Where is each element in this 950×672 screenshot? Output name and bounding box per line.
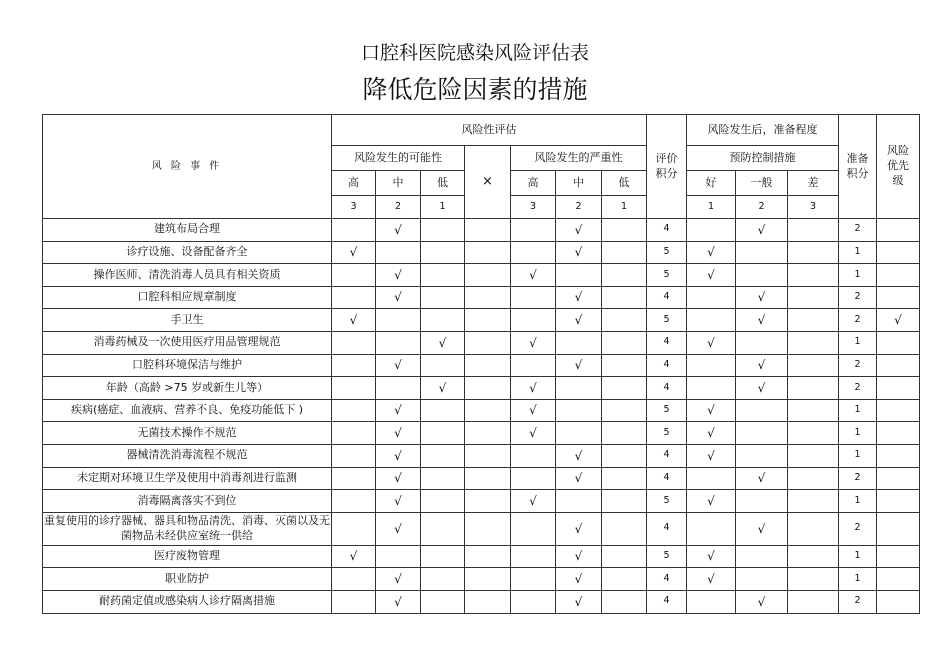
severity-level-low: 低 xyxy=(602,171,647,196)
table-row xyxy=(43,354,920,377)
priority-cell xyxy=(877,467,920,490)
eval-score-cell: 5 xyxy=(647,422,687,445)
severity-cell: √ xyxy=(511,331,556,354)
times-cell xyxy=(465,309,511,332)
severity-cell xyxy=(511,467,556,490)
severity-cell xyxy=(511,590,556,613)
possibility-cell xyxy=(376,377,421,400)
prep-level-cell: √ xyxy=(736,590,788,613)
possibility-cell: √ xyxy=(376,568,421,591)
severity-cell xyxy=(556,264,602,287)
risk-event-cell: 疾病(癌症、血液病、营养不良、免疫功能低下 ) xyxy=(43,399,332,422)
risk-event-cell: 消毒药械及一次使用医疗用品管理规范 xyxy=(43,331,332,354)
prep-level-cell: √ xyxy=(687,545,736,568)
possibility-cell: √ xyxy=(376,354,421,377)
priority-cell xyxy=(877,219,920,242)
risk-event-cell: 职业防护 xyxy=(43,568,332,591)
severity-cell xyxy=(511,568,556,591)
prep-level-cell xyxy=(788,467,839,490)
severity-cell xyxy=(511,219,556,242)
eval-score-cell: 4 xyxy=(647,512,687,545)
prep-level-cell xyxy=(736,331,788,354)
prep-score-cell: 1 xyxy=(839,490,877,513)
possibility-cell: √ xyxy=(376,444,421,467)
severity-cell: √ xyxy=(556,241,602,264)
eval-score-cell: 4 xyxy=(647,219,687,242)
possibility-cell xyxy=(332,286,376,309)
prep-score-cell: 1 xyxy=(839,444,877,467)
header-risk-assessment: 风险性评估 xyxy=(332,115,647,146)
possibility-cell xyxy=(421,467,465,490)
table-row xyxy=(43,512,920,545)
possibility-cell xyxy=(421,590,465,613)
possibility-cell: √ xyxy=(421,377,465,400)
prep-level-cell xyxy=(687,377,736,400)
severity-cell: √ xyxy=(556,545,602,568)
header-eval-score-text: 评价积分 xyxy=(655,151,678,180)
priority-cell: √ xyxy=(877,309,920,332)
severity-cell: √ xyxy=(556,512,602,545)
times-cell xyxy=(465,219,511,242)
eval-score-cell: 5 xyxy=(647,399,687,422)
eval-score-cell: 5 xyxy=(647,241,687,264)
possibility-cell xyxy=(376,545,421,568)
possibility-cell xyxy=(421,354,465,377)
possibility-score-medium: 2 xyxy=(376,196,421,219)
severity-cell xyxy=(511,512,556,545)
eval-score-cell: 5 xyxy=(647,490,687,513)
prep-level-cell: √ xyxy=(687,444,736,467)
possibility-cell xyxy=(421,241,465,264)
risk-event-cell: 消毒隔离落实不到位 xyxy=(43,490,332,513)
severity-cell xyxy=(602,354,647,377)
prep-score-cell: 2 xyxy=(839,467,877,490)
possibility-cell xyxy=(421,545,465,568)
severity-score-low: 1 xyxy=(602,196,647,219)
severity-cell xyxy=(602,568,647,591)
priority-cell xyxy=(877,264,920,287)
possibility-cell: √ xyxy=(376,219,421,242)
prep-level-cell xyxy=(788,399,839,422)
severity-cell xyxy=(602,512,647,545)
possibility-cell xyxy=(421,264,465,287)
prep-score-poor: 3 xyxy=(788,196,839,219)
severity-score-high: 3 xyxy=(511,196,556,219)
severity-cell: √ xyxy=(511,490,556,513)
prep-level-cell xyxy=(788,219,839,242)
table-row xyxy=(43,309,920,332)
times-cell xyxy=(465,264,511,287)
possibility-cell xyxy=(421,399,465,422)
severity-cell: √ xyxy=(556,219,602,242)
severity-cell: √ xyxy=(511,377,556,400)
eval-score-cell: 4 xyxy=(647,444,687,467)
times-cell xyxy=(465,590,511,613)
severity-level-high: 高 xyxy=(511,171,556,196)
times-cell xyxy=(465,467,511,490)
severity-cell xyxy=(602,399,647,422)
header-priority-text: 风险优先级 xyxy=(887,144,909,187)
possibility-cell xyxy=(421,490,465,513)
prep-level-cell xyxy=(788,286,839,309)
prep-score-cell: 2 xyxy=(839,590,877,613)
priority-cell xyxy=(877,444,920,467)
possibility-cell: √ xyxy=(376,399,421,422)
severity-cell: √ xyxy=(511,264,556,287)
possibility-cell xyxy=(332,399,376,422)
table-body xyxy=(43,115,920,614)
header-prep-score xyxy=(839,115,877,219)
times-cell xyxy=(465,568,511,591)
severity-cell: √ xyxy=(511,422,556,445)
prep-score-cell: 2 xyxy=(839,377,877,400)
prep-level-cell xyxy=(687,512,736,545)
severity-cell xyxy=(602,490,647,513)
header-after-prep: 风险发生后，准备程度 xyxy=(687,115,839,146)
times-cell xyxy=(465,444,511,467)
severity-cell: √ xyxy=(556,467,602,490)
prep-level-cell: √ xyxy=(687,331,736,354)
severity-cell xyxy=(511,241,556,264)
severity-cell xyxy=(556,399,602,422)
header-risk-event: 风 险 事 件 xyxy=(43,115,332,219)
severity-cell xyxy=(602,219,647,242)
possibility-cell xyxy=(332,219,376,242)
risk-event-cell: 口腔科环境保洁与维护 xyxy=(43,354,332,377)
severity-cell xyxy=(556,490,602,513)
prep-level-cell xyxy=(687,309,736,332)
severity-cell xyxy=(511,309,556,332)
risk-event-cell: 口腔科相应规章制度 xyxy=(43,286,332,309)
header-row-1 xyxy=(43,115,920,146)
times-cell xyxy=(465,545,511,568)
possibility-score-low: 1 xyxy=(421,196,465,219)
priority-cell xyxy=(877,512,920,545)
times-cell xyxy=(465,490,511,513)
eval-score-cell: 4 xyxy=(647,467,687,490)
prep-level-cell xyxy=(736,399,788,422)
form-subtitle: 降低危险因素的措施 xyxy=(362,75,588,104)
prep-level-cell xyxy=(736,422,788,445)
severity-cell xyxy=(602,444,647,467)
possibility-cell: √ xyxy=(376,422,421,445)
header-eval-score xyxy=(647,115,687,219)
prep-level-cell: √ xyxy=(736,512,788,545)
possibility-cell xyxy=(332,568,376,591)
severity-cell xyxy=(602,331,647,354)
severity-cell: √ xyxy=(556,286,602,309)
severity-cell xyxy=(556,422,602,445)
times-cell xyxy=(465,331,511,354)
prep-level-cell xyxy=(736,444,788,467)
prep-level-cell: √ xyxy=(736,219,788,242)
prep-level-cell: √ xyxy=(687,264,736,287)
possibility-cell: √ xyxy=(421,331,465,354)
table-row xyxy=(43,590,920,613)
prep-score-cell: 1 xyxy=(839,422,877,445)
prep-score-average: 2 xyxy=(736,196,788,219)
severity-score-medium: 2 xyxy=(556,196,602,219)
possibility-cell: √ xyxy=(332,545,376,568)
prep-level-cell xyxy=(788,377,839,400)
times-cell xyxy=(465,241,511,264)
prep-score-cell: 1 xyxy=(839,331,877,354)
severity-cell xyxy=(556,331,602,354)
possibility-cell xyxy=(421,512,465,545)
prep-level-cell xyxy=(687,354,736,377)
risk-event-cell: 诊疗设施、设备配备齐全 xyxy=(43,241,332,264)
table-row xyxy=(43,331,920,354)
severity-cell xyxy=(602,377,647,400)
risk-event-cell: 器械清洗消毒流程不规范 xyxy=(43,444,332,467)
times-cell xyxy=(465,354,511,377)
table-row xyxy=(43,241,920,264)
prep-level-cell: √ xyxy=(687,490,736,513)
eval-score-cell: 4 xyxy=(647,377,687,400)
prep-level-cell: √ xyxy=(687,568,736,591)
possibility-level-medium: 中 xyxy=(376,171,421,196)
prep-score-cell: 2 xyxy=(839,512,877,545)
prep-level-cell xyxy=(687,467,736,490)
severity-cell xyxy=(602,545,647,568)
possibility-cell xyxy=(376,241,421,264)
prep-level-average: 一般 xyxy=(736,171,788,196)
eval-score-cell: 5 xyxy=(647,264,687,287)
possibility-cell xyxy=(332,490,376,513)
prep-level-cell xyxy=(788,490,839,513)
possibility-cell: √ xyxy=(376,590,421,613)
prep-level-cell xyxy=(788,241,839,264)
severity-cell xyxy=(602,467,647,490)
table-row xyxy=(43,422,920,445)
severity-cell xyxy=(602,286,647,309)
possibility-level-high: 高 xyxy=(332,171,376,196)
table-row xyxy=(43,467,920,490)
risk-event-cell: 年龄（高龄 >75 岁或新生儿等） xyxy=(43,377,332,400)
possibility-cell xyxy=(421,568,465,591)
times-cell xyxy=(465,512,511,545)
eval-score-cell: 4 xyxy=(647,331,687,354)
severity-cell: √ xyxy=(556,590,602,613)
prep-level-cell xyxy=(687,286,736,309)
risk-event-cell: 耐药菌定值或感染病人诊疗隔离措施 xyxy=(43,590,332,613)
prep-level-poor: 差 xyxy=(788,171,839,196)
prep-level-cell: √ xyxy=(736,377,788,400)
severity-cell: √ xyxy=(556,444,602,467)
table-row xyxy=(43,444,920,467)
prep-score-cell: 1 xyxy=(839,545,877,568)
severity-cell xyxy=(602,309,647,332)
prep-level-cell: √ xyxy=(736,286,788,309)
times-cell xyxy=(465,286,511,309)
possibility-score-high: 3 xyxy=(332,196,376,219)
priority-cell xyxy=(877,422,920,445)
prep-level-cell: √ xyxy=(687,422,736,445)
risk-event-cell: 操作医师、清洗消毒人员具有相关资质 xyxy=(43,264,332,287)
eval-score-cell: 4 xyxy=(647,354,687,377)
header-times-sign: × xyxy=(465,146,511,219)
severity-cell xyxy=(511,286,556,309)
eval-score-cell: 5 xyxy=(647,309,687,332)
prep-level-cell xyxy=(788,422,839,445)
risk-event-cell: 未定期对环境卫生学及使用中消毒剂进行监测 xyxy=(43,467,332,490)
header-possibility: 风险发生的可能性 xyxy=(332,146,465,171)
severity-cell: √ xyxy=(556,568,602,591)
risk-assessment-table xyxy=(42,114,920,614)
risk-event-cell: 建筑布局合理 xyxy=(43,219,332,242)
prep-level-cell xyxy=(788,590,839,613)
prep-score-cell: 1 xyxy=(839,241,877,264)
eval-score-cell: 5 xyxy=(647,545,687,568)
prep-level-good: 好 xyxy=(687,171,736,196)
possibility-cell xyxy=(421,286,465,309)
severity-cell xyxy=(511,444,556,467)
priority-cell xyxy=(877,354,920,377)
eval-score-cell: 4 xyxy=(647,590,687,613)
prep-level-cell xyxy=(687,590,736,613)
prep-level-cell xyxy=(736,490,788,513)
header-prep-score-text: 准备积分 xyxy=(846,151,869,180)
possibility-cell xyxy=(332,590,376,613)
severity-cell xyxy=(602,590,647,613)
prep-score-cell: 1 xyxy=(839,399,877,422)
possibility-cell xyxy=(332,331,376,354)
risk-event-cell: 医疗废物管理 xyxy=(43,545,332,568)
possibility-cell: √ xyxy=(376,512,421,545)
eval-score-cell: 4 xyxy=(647,568,687,591)
priority-cell xyxy=(877,399,920,422)
prep-level-cell xyxy=(736,568,788,591)
form-title: 口腔科医院感染风险评估表 xyxy=(360,42,589,64)
possibility-cell xyxy=(332,264,376,287)
possibility-cell: √ xyxy=(332,241,376,264)
prep-level-cell xyxy=(788,545,839,568)
table-row xyxy=(43,286,920,309)
severity-level-medium: 中 xyxy=(556,171,602,196)
prep-level-cell xyxy=(788,309,839,332)
prep-level-cell: √ xyxy=(736,354,788,377)
table-row xyxy=(43,490,920,513)
prep-score-cell: 1 xyxy=(839,264,877,287)
prep-level-cell xyxy=(788,568,839,591)
risk-event-cell: 无菌技术操作不规范 xyxy=(43,422,332,445)
table-row xyxy=(43,568,920,591)
prep-score-cell: 1 xyxy=(839,568,877,591)
prep-score-cell: 2 xyxy=(839,286,877,309)
possibility-cell xyxy=(332,354,376,377)
priority-cell xyxy=(877,377,920,400)
possibility-cell xyxy=(332,467,376,490)
possibility-cell: √ xyxy=(376,467,421,490)
priority-cell xyxy=(877,331,920,354)
prep-level-cell: √ xyxy=(736,467,788,490)
prep-level-cell: √ xyxy=(687,241,736,264)
prep-level-cell: √ xyxy=(736,309,788,332)
severity-cell xyxy=(602,241,647,264)
table-row xyxy=(43,399,920,422)
prep-level-cell xyxy=(788,354,839,377)
possibility-cell xyxy=(376,331,421,354)
header-prevention: 预防控制措施 xyxy=(687,146,839,171)
prep-level-cell xyxy=(788,331,839,354)
severity-cell: √ xyxy=(556,354,602,377)
prep-level-cell xyxy=(736,545,788,568)
possibility-cell xyxy=(332,444,376,467)
possibility-cell: √ xyxy=(376,264,421,287)
priority-cell xyxy=(877,490,920,513)
priority-cell xyxy=(877,590,920,613)
prep-level-cell xyxy=(736,264,788,287)
severity-cell: √ xyxy=(511,399,556,422)
risk-event-cell: 重复使用的诊疗器械、器具和物品清洗、消毒、灭菌以及无菌物品未经供应室统一供给 xyxy=(43,512,332,545)
prep-level-cell xyxy=(788,444,839,467)
times-cell xyxy=(465,422,511,445)
possibility-cell xyxy=(332,512,376,545)
possibility-cell xyxy=(421,219,465,242)
possibility-cell xyxy=(421,309,465,332)
priority-cell xyxy=(877,241,920,264)
risk-event-cell: 手卫生 xyxy=(43,309,332,332)
possibility-cell xyxy=(332,422,376,445)
possibility-cell xyxy=(376,309,421,332)
table-row xyxy=(43,219,920,242)
prep-level-cell xyxy=(687,219,736,242)
possibility-level-low: 低 xyxy=(421,171,465,196)
severity-cell xyxy=(511,354,556,377)
table-row xyxy=(43,264,920,287)
prep-level-cell: √ xyxy=(687,399,736,422)
severity-cell xyxy=(556,377,602,400)
severity-cell xyxy=(602,264,647,287)
priority-cell xyxy=(877,568,920,591)
header-priority xyxy=(877,115,920,219)
possibility-cell: √ xyxy=(376,286,421,309)
prep-score-good: 1 xyxy=(687,196,736,219)
table-row xyxy=(43,545,920,568)
times-cell xyxy=(465,399,511,422)
severity-cell xyxy=(511,545,556,568)
possibility-cell: √ xyxy=(376,490,421,513)
prep-level-cell xyxy=(736,241,788,264)
prep-score-cell: 2 xyxy=(839,354,877,377)
table-row xyxy=(43,377,920,400)
possibility-cell xyxy=(421,444,465,467)
severity-cell: √ xyxy=(556,309,602,332)
priority-cell xyxy=(877,286,920,309)
prep-level-cell xyxy=(788,264,839,287)
possibility-cell: √ xyxy=(332,309,376,332)
possibility-cell xyxy=(332,377,376,400)
eval-score-cell: 4 xyxy=(647,286,687,309)
priority-cell xyxy=(877,545,920,568)
prep-score-cell: 2 xyxy=(839,219,877,242)
header-severity: 风险发生的严重性 xyxy=(511,146,647,171)
times-cell xyxy=(465,377,511,400)
severity-cell xyxy=(602,422,647,445)
prep-score-cell: 2 xyxy=(839,309,877,332)
prep-level-cell xyxy=(788,512,839,545)
possibility-cell xyxy=(421,422,465,445)
